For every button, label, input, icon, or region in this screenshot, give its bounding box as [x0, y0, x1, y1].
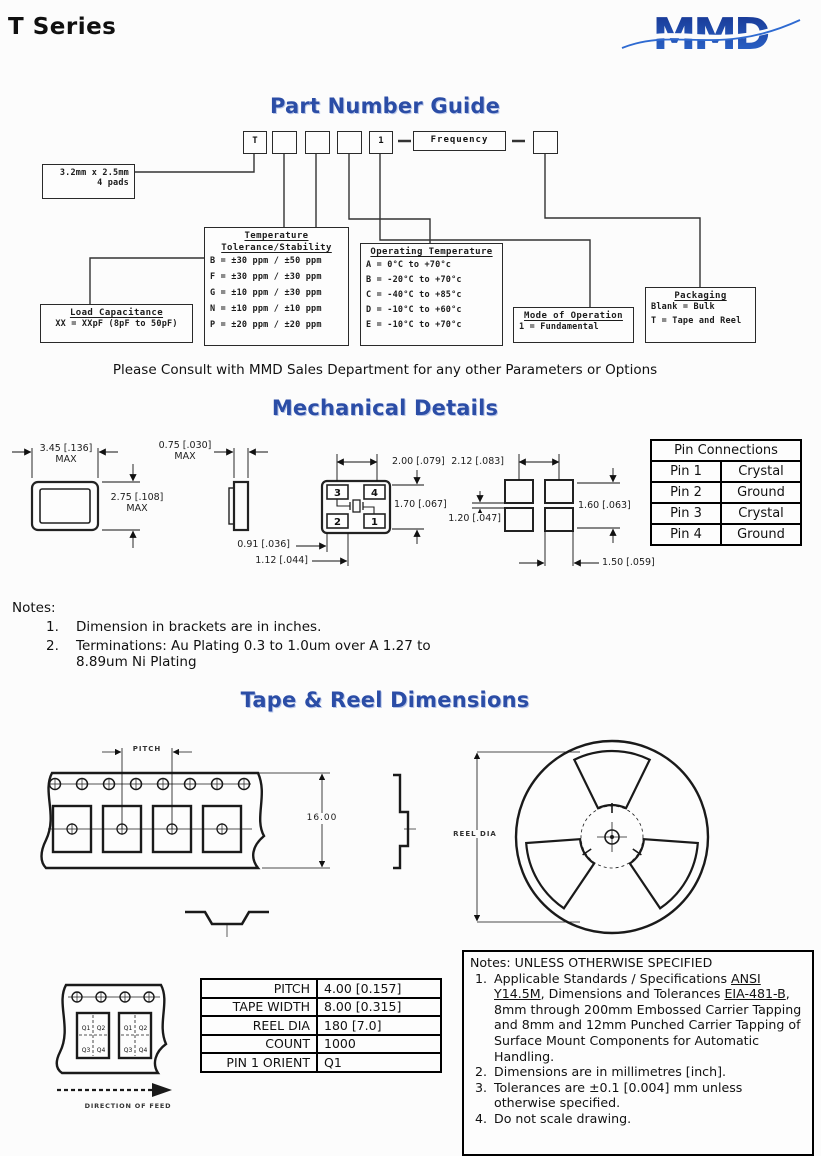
- temperature-title-2: Tolerance/Stability: [221, 243, 332, 253]
- note-item: 3. Tolerances are ±0.1 [0.004] mm unless otherwise specified.: [474, 1079, 743, 1111]
- direction-of-feed-label: DIRECTION OF FEED: [84, 1102, 172, 1110]
- operating-temperature-item: E = -10°C to +70°c: [366, 320, 462, 330]
- dim-body-width: 3.45 [.136] MAX: [39, 443, 93, 466]
- size-line1: 3.2mm x 2.5mm: [59, 168, 129, 178]
- size-line2: 4 pads: [97, 178, 129, 188]
- svg-text:Q1: Q1: [81, 1025, 91, 1032]
- tape-reel-title: Tape & Reel Dimensions: [240, 688, 530, 712]
- pn-box-mode: 1: [369, 131, 393, 154]
- tape-height-label: 16.00: [304, 813, 340, 824]
- dim-thickness: 0.75 [.030] MAX: [158, 440, 212, 463]
- tape-reel-table: [200, 978, 442, 1073]
- pitch-label: PITCH: [132, 745, 162, 753]
- operating-temperature-box: [360, 243, 503, 346]
- mode-of-operation-title: Mode of Operation: [524, 311, 623, 321]
- consult-note: Please Consult with MMD Sales Department for any other Parameters or Options: [112, 362, 658, 378]
- reel-dia-label: REEL DIA: [450, 830, 500, 838]
- dim-pad-width: 0.91 [.036]: [237, 539, 290, 550]
- packaging-box: [645, 287, 756, 343]
- mode-of-operation-box: [513, 307, 634, 343]
- dim-pad-row-height: 1.70 [.067]: [394, 499, 447, 510]
- pad-3-label: 3: [334, 488, 341, 499]
- temperature-item: N = ±10 ppm / ±10 ppm: [210, 304, 322, 314]
- part-number-guide-title: Part Number Guide: [269, 94, 501, 118]
- pn-box-frequency: Frequency: [413, 131, 506, 151]
- load-capacitance-item: XX = XXpF (8pF to 50pF): [55, 319, 178, 329]
- svg-text:Q4: Q4: [138, 1047, 148, 1054]
- tape-detail-drawing: [57, 985, 172, 1097]
- pin-connections-table: [650, 439, 802, 546]
- operating-temperature-item: D = -10°C to +60°c: [366, 305, 462, 315]
- temperature-box: [204, 227, 349, 346]
- mmd-logo: [622, 9, 800, 60]
- operating-temperature-title: Operating Temperature: [370, 247, 493, 257]
- temperature-item: F = ±30 ppm / ±30 ppm: [210, 272, 322, 282]
- note-item: 2. Dimensions are in millimetres [inch].: [474, 1064, 727, 1080]
- pn-box-tolerance: [305, 131, 330, 154]
- table-row: Pin 3 Crystal: [651, 503, 801, 524]
- dim-land-span: 2.12 [.083]: [451, 456, 504, 467]
- dim-pad-span: 2.00 [.079]: [392, 456, 445, 467]
- notes-label: Notes:: [12, 600, 56, 616]
- notes-box-header: Notes: UNLESS OTHERWISE SPECIFIED: [470, 955, 713, 970]
- pn-box-operating-temp: [337, 131, 362, 154]
- svg-text:Q2: Q2: [96, 1025, 106, 1032]
- mode-of-operation-item: 1 = Fundamental: [519, 322, 599, 332]
- dim-pad-pitch: 1.12 [.044]: [255, 555, 308, 566]
- load-capacitance-title: Load Capacitance: [69, 308, 164, 318]
- packaging-item: Blank = Bulk: [651, 302, 715, 312]
- dim-body-height: 2.75 [.108] MAX: [110, 492, 164, 515]
- pad-2-label: 2: [334, 517, 341, 528]
- pin-table-header: Pin Connections: [651, 440, 801, 461]
- temperature-item: P = ±20 ppm / ±20 ppm: [210, 320, 322, 330]
- pocket-cross-section: [185, 912, 269, 924]
- temperature-title-1: Temperature: [244, 231, 309, 241]
- note-item: 1. Applicable Standards / Specifications ANSI Y14.5M, Dimensions and Tolerances EIA-481-B, 8mm through 200mm Embossed Carrier Tapping and 8mm and 12mm Punched Carrier Tapping of Surface Mount Components for Automatic Handling.: [474, 970, 802, 1064]
- side-view-drawing: [214, 448, 268, 530]
- carrier-tape-drawing: [42, 748, 417, 937]
- tape-side-profile: [393, 775, 408, 868]
- dim-land-height: 1.60 [.063]: [578, 500, 631, 511]
- pad-4-label: 4: [371, 488, 378, 499]
- note-item: 4. Do not scale drawing.: [474, 1111, 632, 1127]
- packaging-title: Packaging: [674, 291, 727, 301]
- temperature-item: B = ±30 ppm / ±50 ppm: [210, 256, 322, 266]
- note-item: 2. Terminations: Au Plating 0.3 to 1.0um over A 1.27 to 8.89um Ni Plating: [46, 638, 431, 670]
- operating-temperature-item: C = -40°C to +85°c: [366, 290, 462, 300]
- dim-land-width: 1.50 [.059]: [602, 557, 655, 568]
- table-row: PIN 1 ORIENT Q1: [201, 1053, 441, 1072]
- mechanical-details-title: Mechanical Details: [271, 396, 499, 420]
- size-box: [42, 164, 135, 199]
- svg-text:Q1: Q1: [123, 1025, 133, 1032]
- tape-reel-notes-box: [462, 950, 814, 1156]
- pad-1-label: 1: [371, 517, 378, 528]
- table-row: PITCH 4.00 [0.157]: [201, 979, 441, 998]
- pn-box-load-capacitance: [272, 131, 297, 154]
- packaging-item: T = Tape and Reel: [651, 316, 742, 326]
- operating-temperature-item: B = -20°C to +70°c: [366, 275, 462, 285]
- temperature-item: G = ±10 ppm / ±30 ppm: [210, 288, 322, 298]
- load-capacitance-box: [40, 304, 193, 343]
- page-title: T Series: [8, 14, 117, 40]
- dim-land-gap: 1.20 [.047]: [448, 513, 501, 524]
- table-row: TAPE WIDTH 8.00 [0.315]: [201, 998, 441, 1017]
- reel-drawing: [477, 741, 708, 933]
- table-row: REEL DIA 180 [7.0]: [201, 1016, 441, 1035]
- feed-arrow-head: [152, 1083, 172, 1097]
- table-row: Pin 4 Ground: [651, 524, 801, 545]
- mmd-logo-text: MMD: [652, 9, 768, 60]
- svg-text:Q2: Q2: [138, 1025, 148, 1032]
- svg-text:Q3: Q3: [123, 1047, 133, 1054]
- table-row: Pin 1 Crystal: [651, 461, 801, 482]
- mechanical-notes: [12, 600, 492, 670]
- note-item: 1. Dimension in brackets are in inches.: [46, 619, 322, 635]
- pn-box-packaging: [533, 131, 558, 154]
- table-row: COUNT 1000: [201, 1035, 441, 1054]
- operating-temperature-item: A = 0°C to +70°c: [366, 260, 452, 270]
- pn-box-series: T: [243, 131, 267, 154]
- svg-text:Q3: Q3: [81, 1047, 91, 1054]
- table-row: Pin 2 Ground: [651, 482, 801, 503]
- svg-text:Q4: Q4: [96, 1047, 106, 1054]
